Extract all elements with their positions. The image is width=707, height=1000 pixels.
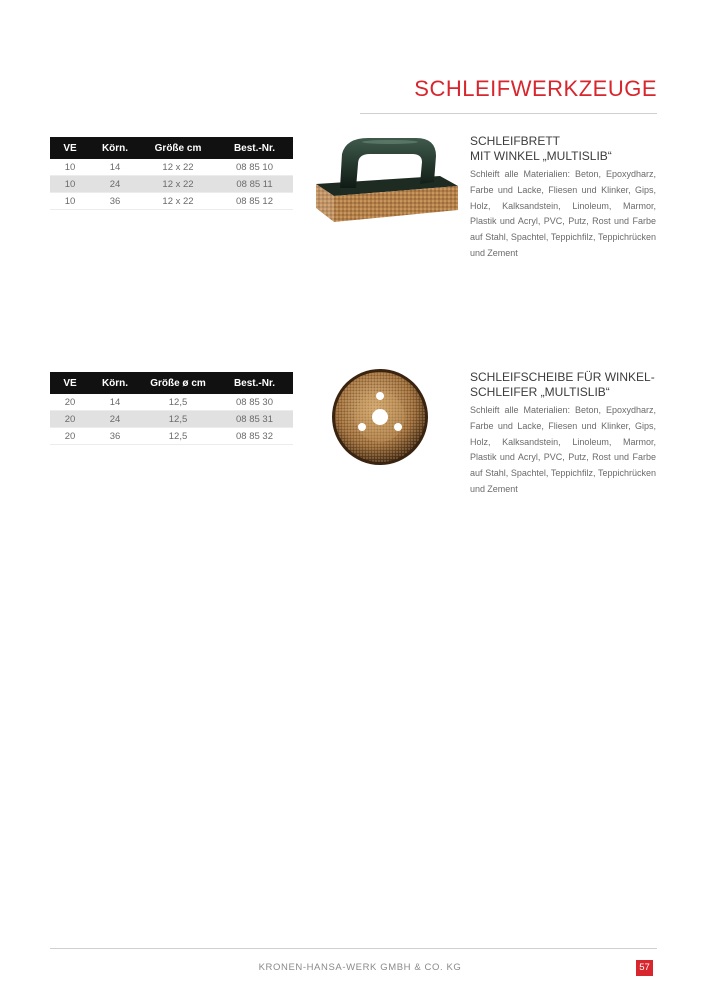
footer-divider <box>50 948 657 949</box>
cell-bestellnummer: 08 85 30 <box>216 394 293 411</box>
column-header-ve: VE <box>50 372 90 394</box>
cell-koernung: 14 <box>90 159 140 176</box>
product-info-schleifbrett <box>470 134 656 262</box>
page-title: SCHLEIFWERKZEUGE <box>414 76 657 101</box>
cell-groesse: 12 x 22 <box>140 159 216 176</box>
cell-bestellnummer: 08 85 31 <box>216 411 293 428</box>
table-row <box>50 411 293 428</box>
column-header-ve: VE <box>50 137 90 159</box>
product-title-line: MIT WINKEL „MULTISLIB“ <box>470 149 612 163</box>
cell-groesse: 12,5 <box>140 411 216 428</box>
product-info-schleifscheibe <box>470 370 656 498</box>
cell-groesse: 12 x 22 <box>140 193 216 210</box>
column-header-bestellnummer: Best.-Nr. <box>216 372 293 394</box>
cell-bestellnummer: 08 85 12 <box>216 193 293 210</box>
cell-ve: 10 <box>50 193 90 210</box>
cell-groesse: 12 x 22 <box>140 176 216 193</box>
product-title <box>470 134 656 164</box>
column-header-bestellnummer: Best.-Nr. <box>216 137 293 159</box>
product-image-schleifbrett <box>312 132 460 228</box>
table-row <box>50 428 293 445</box>
cell-koernung: 36 <box>90 428 140 445</box>
cell-ve: 20 <box>50 411 90 428</box>
table-header-row <box>50 372 293 394</box>
cell-bestellnummer: 08 85 10 <box>216 159 293 176</box>
product-description: Schleift alle Materialien: Beton, Epoxydharz, Farbe und Lacke, Fliesen und Klinker, Gips, Holz, Kalksandstein, Linoleum, Marmor, Plastik und Acryl, PVC, Putz, Rost und Farbe auf Stahl, Spachtel, Teppichfilz, Teppichrücken und Zement <box>470 169 656 258</box>
table-row <box>50 159 293 176</box>
spec-table-schleifscheibe <box>50 372 293 445</box>
spec-table-schleifbrett <box>50 137 293 210</box>
cell-bestellnummer: 08 85 11 <box>216 176 293 193</box>
product-title-line: SCHLEIFER „MULTISLIB“ <box>470 385 610 399</box>
column-header-groesse: Größe ø cm <box>140 372 216 394</box>
product-title-line: SCHLEIFSCHEIBE FÜR WINKEL- <box>470 370 655 384</box>
product-title-line: SCHLEIFBRETT <box>470 134 561 148</box>
grinding-disc-icon <box>330 367 430 467</box>
cell-koernung: 24 <box>90 176 140 193</box>
cell-koernung: 24 <box>90 411 140 428</box>
cell-koernung: 14 <box>90 394 140 411</box>
column-header-koernung: Körn. <box>90 137 140 159</box>
cell-groesse: 12,5 <box>140 394 216 411</box>
product-title <box>470 370 656 400</box>
column-header-koernung: Körn. <box>90 372 140 394</box>
product-image-schleifscheibe <box>330 367 430 467</box>
cell-ve: 20 <box>50 394 90 411</box>
cell-koernung: 36 <box>90 193 140 210</box>
table-header-row <box>50 137 293 159</box>
sanding-board-icon <box>312 132 460 228</box>
title-divider <box>360 113 657 114</box>
table-row <box>50 193 293 210</box>
cell-groesse: 12,5 <box>140 428 216 445</box>
column-header-groesse: Größe cm <box>140 137 216 159</box>
cell-ve: 20 <box>50 428 90 445</box>
product-description: Schleift alle Materialien: Beton, Epoxydharz, Farbe und Lacke, Fliesen und Klinker, Gips, Holz, Kalksandstein, Linoleum, Marmor, Plastik und Acryl, PVC, Putz, Rost und Farbe auf Stahl, Spachtel, Teppichfilz, Teppichrücken und Zement <box>470 405 656 494</box>
cell-ve: 10 <box>50 159 90 176</box>
cell-ve: 10 <box>50 176 90 193</box>
footer-company: KRONEN-HANSA-WERK GMBH & CO. KG <box>258 962 462 973</box>
table-row <box>50 394 293 411</box>
cell-bestellnummer: 08 85 32 <box>216 428 293 445</box>
table-row <box>50 176 293 193</box>
page-number: 57 <box>636 960 653 976</box>
